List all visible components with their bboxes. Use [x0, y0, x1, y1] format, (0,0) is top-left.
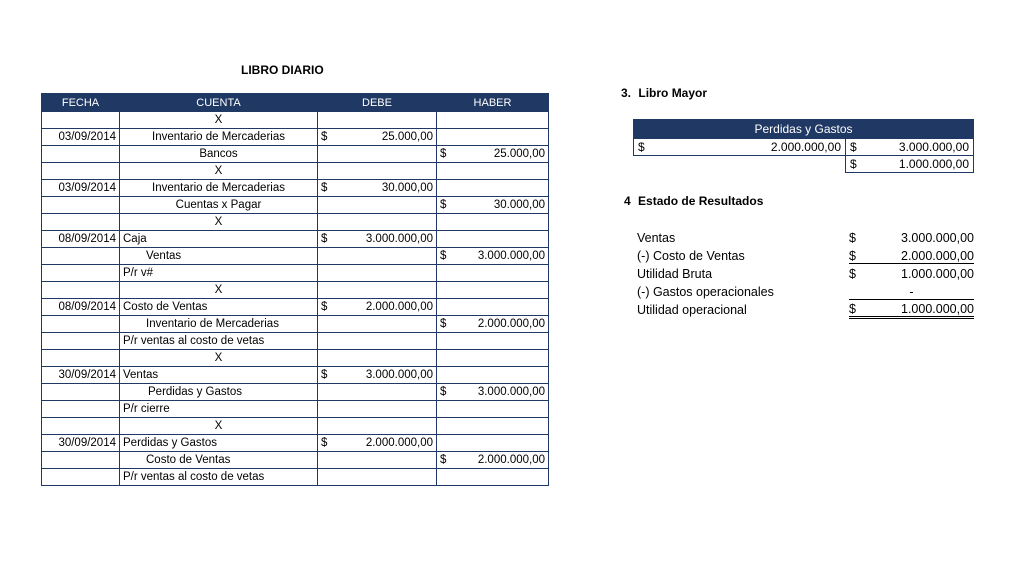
resultados-label: (-) Costo de Ventas [637, 249, 745, 263]
diario-cuenta-cell: Caja [120, 231, 318, 248]
diario-cuenta-cell: P/r ventas al costo de vetas [120, 333, 318, 350]
col-header-debe: DEBE [318, 94, 437, 112]
t-account-debe: $ 2.000.000,00 [634, 139, 846, 156]
diario-fecha-cell [42, 163, 120, 180]
diario-haber-cell [437, 333, 549, 350]
amount-value: 3.000.000,00 [365, 233, 433, 245]
diario-haber-cell [437, 418, 549, 435]
diario-fecha-cell [42, 418, 120, 435]
resultados-label: Utilidad operacional [637, 303, 747, 317]
t-account-title: Perdidas y Gastos [634, 120, 974, 139]
libro-mayor-number: 3. [621, 86, 632, 100]
diario-cuenta-cell: Inventario de Mercaderias [120, 316, 318, 333]
diario-fecha-cell: 08/09/2014 [42, 299, 120, 316]
currency-sign: $ [321, 437, 328, 449]
amount-value: 30.000,00 [493, 199, 545, 211]
amount-value: 3.000.000,00 [477, 386, 545, 398]
diario-row [42, 333, 549, 350]
resultados-label: (-) Gastos operacionales [637, 285, 774, 299]
diario-debe-cell [318, 435, 437, 452]
diario-debe-cell [318, 333, 437, 350]
diario-fecha-cell [42, 384, 120, 401]
diario-cuenta-cell: Bancos [120, 146, 318, 163]
diario-row [42, 435, 549, 452]
libro-mayor-t-account [633, 119, 974, 173]
diario-haber-cell [437, 180, 549, 197]
t-account-saldo-row [634, 156, 974, 173]
amount-value: 1.000.000,00 [901, 301, 974, 316]
diario-row [42, 401, 549, 418]
diario-haber-cell [437, 197, 549, 214]
diario-row [42, 282, 549, 299]
diario-cuenta-cell: X [120, 350, 318, 367]
diario-haber-cell [437, 435, 549, 452]
currency-sign: $ [321, 182, 328, 194]
diario-debe-cell [318, 129, 437, 146]
estado-resultados-number: 4 [624, 194, 631, 208]
diario-haber-cell [437, 282, 549, 299]
diario-row [42, 146, 549, 163]
diario-fecha-cell [42, 333, 120, 350]
currency-sign: $ [321, 233, 328, 245]
diario-fecha-cell: 30/09/2014 [42, 367, 120, 384]
diario-row [42, 469, 549, 486]
col-header-fecha: FECHA [42, 94, 120, 112]
resultados-row [637, 301, 974, 319]
diario-debe-cell [318, 350, 437, 367]
diario-cuenta-cell: X [120, 418, 318, 435]
libro-diario-title: LIBRO DIARIO [241, 63, 324, 77]
diario-cuenta-cell: P/r ventas al costo de vetas [120, 469, 318, 486]
amount-value: 30.000,00 [381, 182, 433, 194]
diario-haber-cell [437, 112, 549, 129]
diario-cuenta-cell: X [120, 163, 318, 180]
diario-cuenta-cell: X [120, 214, 318, 231]
diario-debe-cell [318, 418, 437, 435]
diario-debe-cell [318, 469, 437, 486]
currency-sign: $ [321, 301, 328, 313]
diario-debe-cell [318, 112, 437, 129]
diario-haber-cell [437, 146, 549, 163]
resultados-amount [849, 285, 974, 300]
currency-sign: $ [849, 231, 856, 245]
currency-sign: $ [321, 131, 328, 143]
diario-row [42, 350, 549, 367]
diario-row [42, 418, 549, 435]
amount-value: 2.000.000,00 [365, 437, 433, 449]
diario-row [42, 248, 549, 265]
diario-fecha-cell [42, 469, 120, 486]
diario-cuenta-cell: Costo de Ventas [120, 452, 318, 469]
diario-cuenta-cell: Ventas [120, 367, 318, 384]
diario-cuenta-cell: P/r cierre [120, 401, 318, 418]
amount-value: 2.000.000,00 [365, 301, 433, 313]
amount-value: 3.000.000,00 [901, 231, 974, 245]
diario-cuenta-cell: Perdidas y Gastos [120, 384, 318, 401]
diario-debe-cell [318, 316, 437, 333]
currency-sign: $ [440, 199, 447, 211]
diario-row [42, 452, 549, 469]
t-account-haber: $ 3.000.000,00 [846, 139, 974, 156]
diario-fecha-cell: 03/09/2014 [42, 129, 120, 146]
diario-fecha-cell [42, 112, 120, 129]
diario-debe-cell [318, 265, 437, 282]
resultados-amount [849, 249, 974, 264]
diario-body [42, 112, 549, 486]
diario-row [42, 367, 549, 384]
estado-resultados-title: Estado de Resultados [638, 194, 764, 208]
diario-debe-cell [318, 214, 437, 231]
t-account-empty [634, 156, 846, 173]
diario-fecha-cell [42, 197, 120, 214]
currency-sign: $ [440, 386, 447, 398]
diario-haber-cell [437, 265, 549, 282]
diario-debe-cell [318, 401, 437, 418]
diario-fecha-cell [42, 282, 120, 299]
diario-haber-cell [437, 469, 549, 486]
diario-row [42, 265, 549, 282]
resultados-label: Ventas [637, 231, 676, 245]
diario-row [42, 214, 549, 231]
libro-mayor-heading [621, 86, 707, 100]
resultados-amount [849, 231, 974, 245]
diario-header-row [42, 94, 549, 112]
currency-sign: $ [440, 148, 447, 160]
diario-haber-cell [437, 129, 549, 146]
currency-sign: $ [849, 248, 856, 263]
amount-value: - [909, 284, 914, 299]
estado-resultados-heading [624, 194, 763, 208]
diario-haber-cell [437, 316, 549, 333]
resultados-amount [849, 267, 974, 281]
resultados-row [637, 247, 974, 265]
resultados-row [637, 265, 974, 283]
diario-debe-cell [318, 282, 437, 299]
diario-fecha-cell [42, 350, 120, 367]
libro-mayor-title: Libro Mayor [638, 86, 708, 100]
diario-haber-cell [437, 163, 549, 180]
amount-value: 25.000,00 [381, 131, 433, 143]
amount-value: 3.000.000,00 [365, 369, 433, 381]
currency-sign: $ [321, 369, 328, 381]
diario-fecha-cell [42, 316, 120, 333]
diario-fecha-cell [42, 401, 120, 418]
diario-haber-cell [437, 367, 549, 384]
col-header-cuenta: CUENTA [120, 94, 318, 112]
diario-cuenta-cell: Costo de Ventas [120, 299, 318, 316]
diario-fecha-cell: 03/09/2014 [42, 180, 120, 197]
resultados-row [637, 229, 974, 247]
diario-debe-cell [318, 452, 437, 469]
diario-cuenta-cell: P/r v# [120, 265, 318, 282]
diario-row [42, 316, 549, 333]
t-account-saldo: $ 1.000.000,00 [846, 156, 974, 173]
diario-debe-cell [318, 146, 437, 163]
diario-cuenta-cell: Cuentas x Pagar [120, 197, 318, 214]
currency-sign: $ [440, 318, 447, 330]
diario-haber-cell [437, 452, 549, 469]
diario-cuenta-cell: Ventas [120, 248, 318, 265]
libro-diario-table [41, 93, 549, 486]
amount-value: 25.000,00 [493, 148, 545, 160]
t-account-row [634, 139, 974, 156]
diario-debe-cell [318, 163, 437, 180]
diario-cuenta-cell: X [120, 282, 318, 299]
diario-haber-cell [437, 350, 549, 367]
resultados-amount [849, 302, 974, 319]
diario-row [42, 163, 549, 180]
diario-debe-cell [318, 180, 437, 197]
diario-haber-cell [437, 231, 549, 248]
diario-cuenta-cell: Inventario de Mercaderias [120, 180, 318, 197]
diario-row [42, 384, 549, 401]
diario-cuenta-cell: Inventario de Mercaderias [120, 129, 318, 146]
diario-row [42, 112, 549, 129]
currency-sign: $ [849, 301, 856, 316]
currency-sign: $ [849, 267, 856, 281]
diario-row [42, 197, 549, 214]
diario-debe-cell [318, 299, 437, 316]
currency-sign: $ [440, 250, 447, 262]
diario-debe-cell [318, 384, 437, 401]
diario-fecha-cell [42, 146, 120, 163]
diario-haber-cell [437, 248, 549, 265]
amount-value: 2.000.000,00 [477, 454, 545, 466]
diario-haber-cell [437, 384, 549, 401]
diario-debe-cell [318, 197, 437, 214]
diario-row [42, 129, 549, 146]
diario-debe-cell [318, 248, 437, 265]
diario-fecha-cell [42, 248, 120, 265]
diario-fecha-cell [42, 265, 120, 282]
diario-haber-cell [437, 401, 549, 418]
col-header-haber: HABER [437, 94, 549, 112]
amount-value: 3.000.000,00 [477, 250, 545, 262]
diario-fecha-cell [42, 214, 120, 231]
currency-sign: $ [440, 454, 447, 466]
resultados-row [637, 283, 974, 301]
diario-row [42, 299, 549, 316]
diario-fecha-cell: 30/09/2014 [42, 435, 120, 452]
resultados-label: Utilidad Bruta [637, 267, 713, 281]
amount-value: 2.000.000,00 [901, 248, 974, 263]
diario-haber-cell [437, 214, 549, 231]
estado-resultados [637, 229, 974, 319]
diario-debe-cell [318, 231, 437, 248]
amount-value: 1.000.000,00 [901, 267, 974, 281]
diario-haber-cell [437, 299, 549, 316]
diario-fecha-cell [42, 452, 120, 469]
diario-cuenta-cell: Perdidas y Gastos [120, 435, 318, 452]
amount-value: 2.000.000,00 [477, 318, 545, 330]
diario-fecha-cell: 08/09/2014 [42, 231, 120, 248]
diario-debe-cell [318, 367, 437, 384]
diario-row [42, 231, 549, 248]
diario-cuenta-cell: X [120, 112, 318, 129]
diario-row [42, 180, 549, 197]
